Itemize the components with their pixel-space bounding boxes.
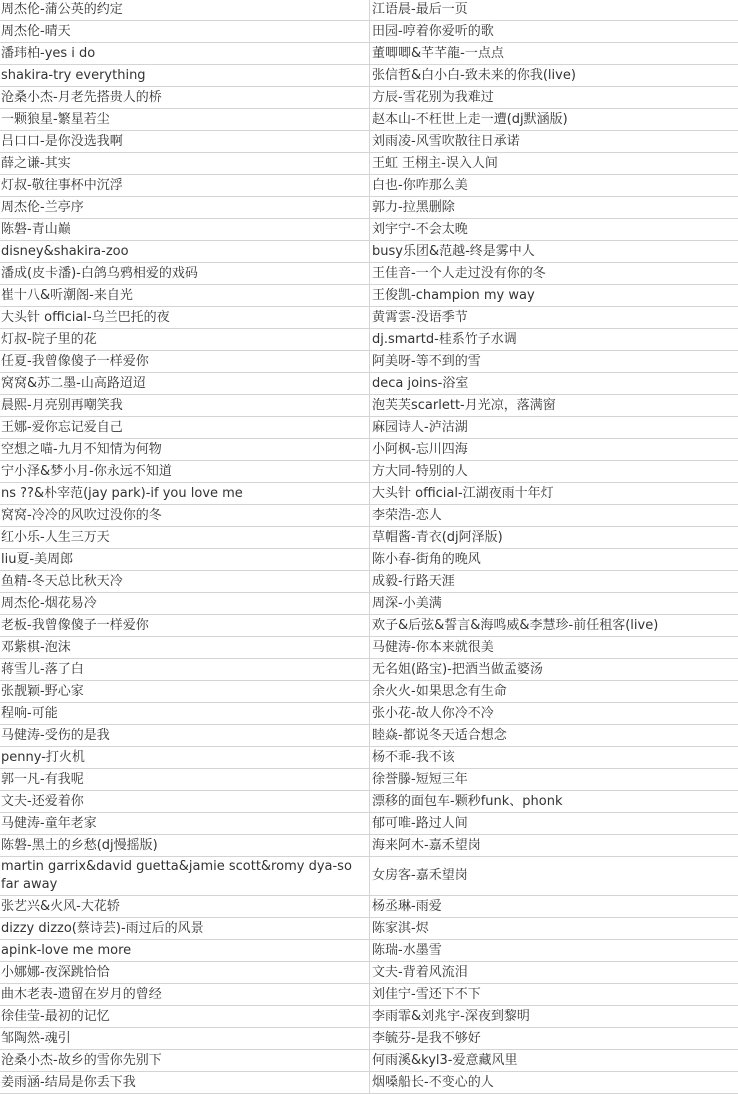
table-row bbox=[0, 549, 738, 571]
table-row bbox=[0, 307, 738, 329]
song-cell-right: 欢子&后弦&誓言&海鸣威&李慧珍-前任租客(live) bbox=[370, 615, 738, 637]
table-row bbox=[0, 43, 738, 65]
song-cell-left: 周杰伦-烟花易冷 bbox=[0, 593, 370, 615]
table-row bbox=[0, 65, 738, 87]
song-cell-left: 薛之谦-其实 bbox=[0, 153, 370, 175]
table-row bbox=[0, 962, 738, 984]
song-cell-left: 文夫-还爱着你 bbox=[0, 791, 370, 813]
song-cell-left: 吕口口-是你没选我啊 bbox=[0, 131, 370, 153]
song-cell-right: deca joins-浴室 bbox=[370, 373, 738, 395]
song-cell-right: 成毅-行路天涯 bbox=[370, 571, 738, 593]
table-row bbox=[0, 285, 738, 307]
table-row bbox=[0, 984, 738, 1006]
table-row bbox=[0, 747, 738, 769]
song-cell-right: 女房客-嘉禾望岗 bbox=[370, 857, 738, 896]
song-cell-left: penny-打火机 bbox=[0, 747, 370, 769]
song-cell-right: 李毓芬-是我不够好 bbox=[370, 1028, 738, 1050]
table-row bbox=[0, 109, 738, 131]
song-cell-left: 空想之喵-九月不知情为何物 bbox=[0, 439, 370, 461]
table-row bbox=[0, 593, 738, 615]
table-row bbox=[0, 1050, 738, 1072]
table-row bbox=[0, 1072, 738, 1094]
song-cell-left: 邹陶然-魂引 bbox=[0, 1028, 370, 1050]
song-cell-left: 马健涛-童年老家 bbox=[0, 813, 370, 835]
song-cell-left: 老板-我曾像傻子一样爱你 bbox=[0, 615, 370, 637]
song-cell-left: 姜雨涵-结局是你丢下我 bbox=[0, 1072, 370, 1094]
song-cell-left: 灯叔-院子里的花 bbox=[0, 329, 370, 351]
song-cell-right: 陈瑞-水墨雪 bbox=[370, 940, 738, 962]
song-cell-left: 张靓颖-野心家 bbox=[0, 681, 370, 703]
song-cell-right: 李雨霏&刘兆宇-深夜到黎明 bbox=[370, 1006, 738, 1028]
song-cell-left: 潘玮柏-yes i do bbox=[0, 43, 370, 65]
song-cell-right: 睦焱-都说冬天适合想念 bbox=[370, 725, 738, 747]
song-cell-right: 海来阿木-嘉禾望岗 bbox=[370, 835, 738, 857]
song-cell-right: 赵本山-不枉世上走一遭(dj默涵版) bbox=[370, 109, 738, 131]
song-cell-right: 白也-你咋那么美 bbox=[370, 175, 738, 197]
song-cell-right: 王佳音-一个人走过没有你的冬 bbox=[370, 263, 738, 285]
song-cell-right: 漂移的面包车-颗秒funk、phonk bbox=[370, 791, 738, 813]
table-row bbox=[0, 0, 738, 21]
song-cell-right: 徐誉滕-短短三年 bbox=[370, 769, 738, 791]
song-cell-right: 田园-哼着你爱听的歌 bbox=[370, 21, 738, 43]
song-cell-left: 崔十八&听潮阁-来自光 bbox=[0, 285, 370, 307]
table-row bbox=[0, 153, 738, 175]
table-row bbox=[0, 637, 738, 659]
song-cell-right: 刘宇宁-不会太晚 bbox=[370, 219, 738, 241]
table-row bbox=[0, 241, 738, 263]
song-cell-right: 泡芙芙scarlett-月光凉，落满窗 bbox=[370, 395, 738, 417]
song-cell-left: ns ??&朴宰范(jay park)-if you love me bbox=[0, 483, 370, 505]
table-row bbox=[0, 351, 738, 373]
song-cell-left: 宁小泽&梦小月-你永远不知道 bbox=[0, 461, 370, 483]
song-cell-right: 郭力-拉黑删除 bbox=[370, 197, 738, 219]
song-cell-right: 杨不乖-我不该 bbox=[370, 747, 738, 769]
song-cell-left: 一颗狼星-繁星若尘 bbox=[0, 109, 370, 131]
song-cell-right: 草帽酱-青衣(dj阿泽版) bbox=[370, 527, 738, 549]
song-cell-left: 周杰伦-晴天 bbox=[0, 21, 370, 43]
song-cell-left: 沧桑小杰-月老先搭贵人的桥 bbox=[0, 87, 370, 109]
song-cell-right: 刘雨凌-风雪吹散往日承诺 bbox=[370, 131, 738, 153]
song-cell-right: 文夫-背着风流泪 bbox=[370, 962, 738, 984]
song-cell-right: 王俊凯-champion my way bbox=[370, 285, 738, 307]
table-row bbox=[0, 197, 738, 219]
table-row bbox=[0, 175, 738, 197]
table-row bbox=[0, 21, 738, 43]
song-cell-right: 方辰-雪花别为我难过 bbox=[370, 87, 738, 109]
song-cell-right: 黄霄雲-没语季节 bbox=[370, 307, 738, 329]
song-cell-left: 鱼精-冬天总比秋天冷 bbox=[0, 571, 370, 593]
song-cell-left: disney&shakira-zoo bbox=[0, 241, 370, 263]
table-row bbox=[0, 791, 738, 813]
table-row bbox=[0, 940, 738, 962]
song-cell-left: 任夏-我曾像傻子一样爱你 bbox=[0, 351, 370, 373]
song-cell-left: 潘成(皮卡潘)-白鸽乌鸦相爱的戏码 bbox=[0, 263, 370, 285]
table-row bbox=[0, 395, 738, 417]
table-row bbox=[0, 439, 738, 461]
table-row bbox=[0, 329, 738, 351]
table-row bbox=[0, 461, 738, 483]
song-cell-right: 余火火-如果思念有生命 bbox=[370, 681, 738, 703]
song-cell-right: 方大同-特别的人 bbox=[370, 461, 738, 483]
song-cell-right: 烟嗓船长-不变心的人 bbox=[370, 1072, 738, 1094]
song-cell-left: 红小乐-人生三万天 bbox=[0, 527, 370, 549]
song-cell-left: 窝窝&苏二墨-山高路迢迢 bbox=[0, 373, 370, 395]
song-cell-right: 郁可唯-路过人间 bbox=[370, 813, 738, 835]
song-cell-left: apink-love me more bbox=[0, 940, 370, 962]
song-cell-right: 王虹 王栩主-误入人间 bbox=[370, 153, 738, 175]
table-row bbox=[0, 219, 738, 241]
song-cell-left: 张艺兴&火风-大花轿 bbox=[0, 896, 370, 918]
song-cell-right: 张小花-故人你冷不冷 bbox=[370, 703, 738, 725]
song-cell-left: 马健涛-受伤的是我 bbox=[0, 725, 370, 747]
song-cell-left: 曲木老表-遗留在岁月的曾经 bbox=[0, 984, 370, 1006]
song-cell-left: shakira-try everything bbox=[0, 65, 370, 87]
song-cell-left: 郭一凡-有我呢 bbox=[0, 769, 370, 791]
song-cell-right: 马健涛-你本来就很美 bbox=[370, 637, 738, 659]
table-row bbox=[0, 417, 738, 439]
table-row bbox=[0, 835, 738, 857]
table-row bbox=[0, 615, 738, 637]
song-cell-right: 董唧唧&芊芊龍-一点点 bbox=[370, 43, 738, 65]
table-row bbox=[0, 659, 738, 681]
table-row bbox=[0, 703, 738, 725]
song-cell-right: 陈小春-街角的晚风 bbox=[370, 549, 738, 571]
song-cell-left: 晨熙-月亮别再嘲笑我 bbox=[0, 395, 370, 417]
table-row bbox=[0, 87, 738, 109]
song-cell-right: dj.smartd-桂系竹子水调 bbox=[370, 329, 738, 351]
song-cell-left: 程响-可能 bbox=[0, 703, 370, 725]
table-row bbox=[0, 373, 738, 395]
table-row bbox=[0, 918, 738, 940]
song-cell-left: 周杰伦-蒲公英的约定 bbox=[0, 0, 370, 21]
table-row bbox=[0, 527, 738, 549]
table-row bbox=[0, 1028, 738, 1050]
song-cell-left: 陈磐-黑土的乡愁(dj慢摇版) bbox=[0, 835, 370, 857]
table-row bbox=[0, 725, 738, 747]
song-cell-right: 无名姐(路宝)-把酒当做孟婆汤 bbox=[370, 659, 738, 681]
song-cell-right: 何雨溪&kyl3-爱意藏风里 bbox=[370, 1050, 738, 1072]
song-cell-right: 刘佳宁-雪还下不下 bbox=[370, 984, 738, 1006]
song-cell-left: 徐佳莹-最初的记忆 bbox=[0, 1006, 370, 1028]
song-cell-left: 蒋雪儿-落了白 bbox=[0, 659, 370, 681]
table-row bbox=[0, 896, 738, 918]
song-cell-right: 江语晨-最后一页 bbox=[370, 0, 738, 21]
song-cell-right: 李荣浩-恋人 bbox=[370, 505, 738, 527]
song-cell-right: busy乐团&范越-终是雾中人 bbox=[370, 241, 738, 263]
song-cell-left: dizzy dizzo(蔡诗芸)-雨过后的风景 bbox=[0, 918, 370, 940]
song-cell-left: martin garrix&david guetta&jamie scott&romy dya-so far away bbox=[0, 857, 370, 896]
song-cell-right: 陈家淇-烬 bbox=[370, 918, 738, 940]
song-cell-left: 王娜-爱你忘记爱自己 bbox=[0, 417, 370, 439]
table-row bbox=[0, 769, 738, 791]
table-row bbox=[0, 813, 738, 835]
song-cell-left: 小娜娜-夜深跳恰恰 bbox=[0, 962, 370, 984]
table-row bbox=[0, 483, 738, 505]
song-cell-left: liu夏-美周郎 bbox=[0, 549, 370, 571]
song-cell-right: 周深-小美满 bbox=[370, 593, 738, 615]
song-cell-right: 杨丞琳-雨爱 bbox=[370, 896, 738, 918]
song-cell-left: 灯叔-敬往事杯中沉浮 bbox=[0, 175, 370, 197]
song-cell-right: 麻园诗人-泸沽湖 bbox=[370, 417, 738, 439]
song-cell-right: 大头针 official-江湖夜雨十年灯 bbox=[370, 483, 738, 505]
table-row bbox=[0, 571, 738, 593]
table-row bbox=[0, 131, 738, 153]
table-row bbox=[0, 263, 738, 285]
table-row bbox=[0, 505, 738, 527]
table-row bbox=[0, 857, 738, 896]
song-cell-right: 阿美呀-等不到的雪 bbox=[370, 351, 738, 373]
song-cell-left: 陈磐-青山巅 bbox=[0, 219, 370, 241]
song-cell-left: 沧桑小杰-故乡的雪你先别下 bbox=[0, 1050, 370, 1072]
song-cell-right: 张信哲&白小白-致未来的你我(live) bbox=[370, 65, 738, 87]
table-row bbox=[0, 1006, 738, 1028]
table-row bbox=[0, 681, 738, 703]
song-cell-left: 邓紫棋-泡沫 bbox=[0, 637, 370, 659]
song-cell-left: 大头针 official-乌兰巴托的夜 bbox=[0, 307, 370, 329]
song-cell-right: 小阿枫-忘川四海 bbox=[370, 439, 738, 461]
song-cell-left: 周杰伦-兰亭序 bbox=[0, 197, 370, 219]
song-cell-left: 窝窝-冷冷的风吹过没你的冬 bbox=[0, 505, 370, 527]
